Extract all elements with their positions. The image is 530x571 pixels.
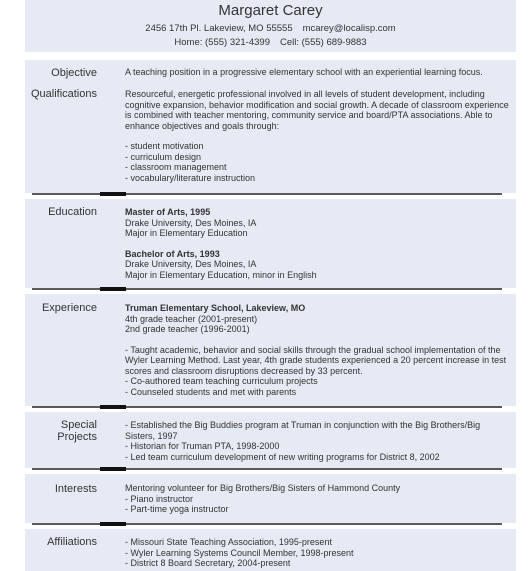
experience-bullet: - Taught academic, behavior and social skills through the gradual school implementation of the Wyler Learning Method. Last year, 4th grade students experienced a 20 percent increase in test scores and classroom disruptions decreased by 33 percent. xyxy=(125,344,507,376)
interest-bullet: - Piano instructor xyxy=(125,493,194,504)
objective-label: Objective xyxy=(51,67,97,79)
divider-accent xyxy=(100,467,126,471)
employer: Truman Elementary School, Lakeview, MO xyxy=(125,303,306,313)
education-body xyxy=(125,207,509,280)
affiliations-body xyxy=(125,537,509,569)
qualifications-label: Qualifications xyxy=(30,88,97,100)
qualification-item: - curriculum design xyxy=(125,151,202,162)
degree-school: Drake University, Des Moines, IA xyxy=(125,259,257,269)
divider-accent xyxy=(100,522,126,526)
experience-label: Experience xyxy=(41,302,97,314)
experience-section xyxy=(25,294,516,406)
affiliations-label: Affiliations xyxy=(47,536,97,548)
affiliation-bullet: - Missouri State Teaching Association, 1995-present xyxy=(125,537,332,547)
resume-header xyxy=(25,0,516,52)
applicant-name: Margaret Carey xyxy=(218,2,323,19)
email: mcarey@localisp.com xyxy=(302,23,396,34)
interests-body xyxy=(125,483,509,515)
section-divider xyxy=(32,468,502,470)
special-projects-label-line-2: Projects xyxy=(57,431,97,443)
objective-text: A teaching position in a progressive elementary school with an experiential learning focus. xyxy=(125,67,483,77)
experience-bullet: - Counseled students and met with parents xyxy=(125,386,297,397)
special-projects-body xyxy=(125,420,509,462)
interest-bullet: - Part-time yoga instructor xyxy=(125,504,229,514)
degree-school: Drake University, Des Moines, IA xyxy=(125,217,257,228)
contact-line-1 xyxy=(25,23,516,34)
interests-label: Interests xyxy=(54,483,97,495)
affiliation-bullet: - Wyler Learning Systems Council Member, 1998-present xyxy=(125,547,354,558)
divider-accent xyxy=(100,192,126,196)
special-projects-section xyxy=(25,412,516,468)
degree-title: Bachelor of Arts, 1993 xyxy=(125,248,220,259)
cell-phone: Cell: (555) 689-9883 xyxy=(279,37,367,48)
divider-accent xyxy=(100,405,126,409)
degree-title: Master of Arts, 1995 xyxy=(125,207,211,217)
experience-body xyxy=(125,303,509,397)
home-phone: Home: (555) 321-4399 xyxy=(174,37,270,48)
interests-text: Mentoring volunteer for Big Brothers/Big Sisters of Hammond County xyxy=(125,483,401,493)
qualifications-text: Resourceful, energetic professional involved in all levels of student development, including cognitive expansion, behavior modification and social growth. A decade of classroom experience is combined with teacher mentoring, community service and board/PTA associations. Able to enhance objectives and goals through: xyxy=(125,89,509,131)
section-divider xyxy=(32,523,502,525)
project-bullet: - Led team curriculum development of new writing programs for District 8, 2002 xyxy=(125,451,440,462)
education-section xyxy=(25,199,516,288)
interests-section xyxy=(25,474,516,523)
qualification-item: - vocabulary/literature instruction xyxy=(125,172,256,183)
qualification-item: - student motivation xyxy=(125,141,204,151)
degree-major: Major in Elementary Education, minor in English xyxy=(125,269,317,280)
objective-qualifications-section xyxy=(25,60,516,193)
section-divider xyxy=(32,406,502,408)
role: 4th grade teacher (2001-present) xyxy=(125,313,258,324)
section-divider xyxy=(32,193,502,195)
degree-major: Major in Elementary Education xyxy=(125,228,248,238)
education-label: Education xyxy=(48,206,97,218)
project-bullet: - Established the Big Buddies program at Truman in conjunction with the Big Brothers/Big Sisters, 1997 xyxy=(125,420,481,441)
divider-accent xyxy=(100,287,126,291)
project-bullet: - Historian for Truman PTA, 1998-2000 xyxy=(125,441,280,451)
qualifications-body xyxy=(125,89,509,183)
affiliations-section xyxy=(25,529,516,571)
address: 2456 17th Pl. Lakeview, MO 55555 xyxy=(145,23,293,34)
experience-bullet: - Co-authored team teaching curriculum projects xyxy=(125,376,318,386)
affiliation-bullet: - District 8 Board Secretary, 2004-present xyxy=(125,558,291,568)
special-projects-label-line-1: Special xyxy=(60,419,97,431)
degree-entry xyxy=(125,249,509,281)
qualification-item: - classroom management xyxy=(125,162,227,172)
section-divider xyxy=(32,288,502,290)
special-projects-label xyxy=(25,419,97,443)
role: 2nd grade teacher (1996-2001) xyxy=(125,324,250,334)
contact-line-2 xyxy=(25,37,516,48)
degree-entry xyxy=(125,207,509,239)
